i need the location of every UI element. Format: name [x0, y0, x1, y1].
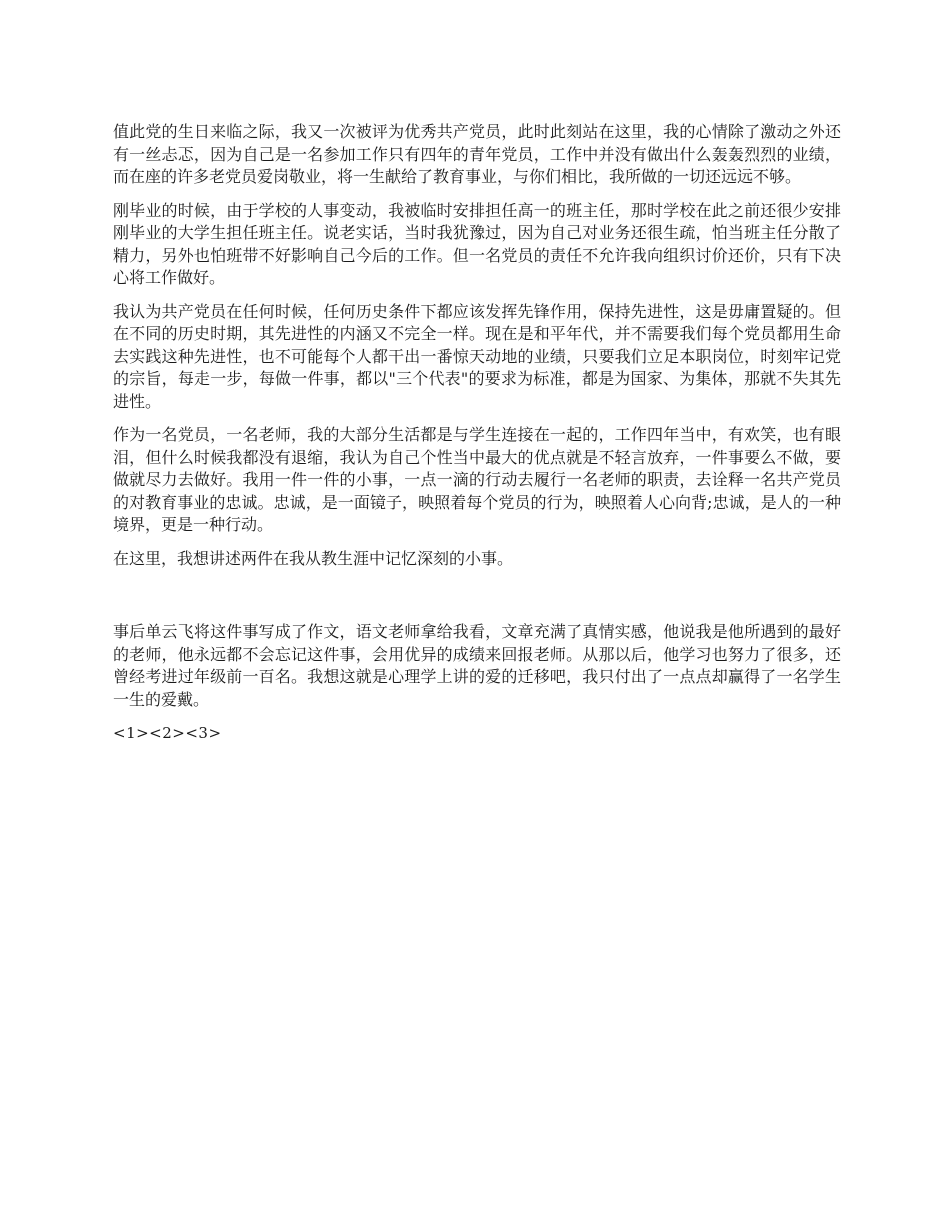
paragraph-6: 事后单云飞将这件事写成了作文，语文老师拿给我看，文章充满了真情实感，他说我是他所遇到的最好的老师，他永远都不会忘记这件事，会用优异的成绩来回报老师。从那以后，他学习也努力了很多，还曾经考进过年级前一百名。我想这就是心理学上讲的爱的迁移吧，我只付出了一点点却赢得了一名学生一生的爱戴。: [113, 622, 841, 709]
paragraph-3: 我认为共产党员在任何时候，任何历史条件下都应该发挥先锋作用，保持先进性，这是毋庸置疑的。但在不同的历史时期，其先进性的内涵又不完全一样。现在是和平年代，并不需要我们每个党员都用生命去实践这种先进性，也不可能每个人都干出一番惊天动地的业绩，只要我们立足本职岗位，时刻牢记党的宗旨，每走一步，每做一件事，都以"三个代表"的要求为标准，都是为国家、为集体，那就不失其先进性。: [113, 301, 841, 411]
section-gap: [113, 581, 841, 621]
paragraph-2: 刚毕业的时候，由于学校的人事变动，我被临时安排担任高一的班主任，那时学校在此之前还很少安排刚毕业的大学生担任班主任。说老实话，当时我犹豫过，因为自己对业务还很生疏，怕当班主任分散了精力，另外也怕班带不好影响自己今后的工作。但一名党员的责任不允许我向组织讨价还价，只有下决心将工作做好。: [113, 200, 841, 287]
document-body: [113, 121, 841, 756]
paragraph-5: 在这里，我想讲述两件在我从教生涯中记忆深刻的小事。: [113, 548, 514, 568]
paragraph-4: 作为一名党员，一名老师，我的大部分生活都是与学生连接在一起的，工作四年当中，有欢笑，也有眼泪，但什么时候我都没有退缩，我认为自己个性当中最大的优点就是不轻言放弃，一件事要么不做，要做就尽力去做好。我用一件一件的小事，一点一滴的行动去履行一名老师的职责，去诠释一名共产党员的对教育事业的忠诚。忠诚，是一面镜子，映照着每个党员的行为，映照着人心向背;忠诚，是人的一种境界，更是一种行动。: [113, 425, 841, 534]
pagination[interactable]: <1><2><3>: [113, 724, 222, 742]
paragraph-1: 值此党的生日来临之际，我又一次被评为优秀共产党员，此时此刻站在这里，我的心情除了激动之外还有一丝忐忑，因为自己是一名参加工作只有四年的青年党员，工作中并没有做出什么轰轰烈烈的业绩，而在座的许多老党员爱岗敬业，将一生献给了教育事业，与你们相比，我所做的一切还远远不够。: [113, 122, 841, 186]
